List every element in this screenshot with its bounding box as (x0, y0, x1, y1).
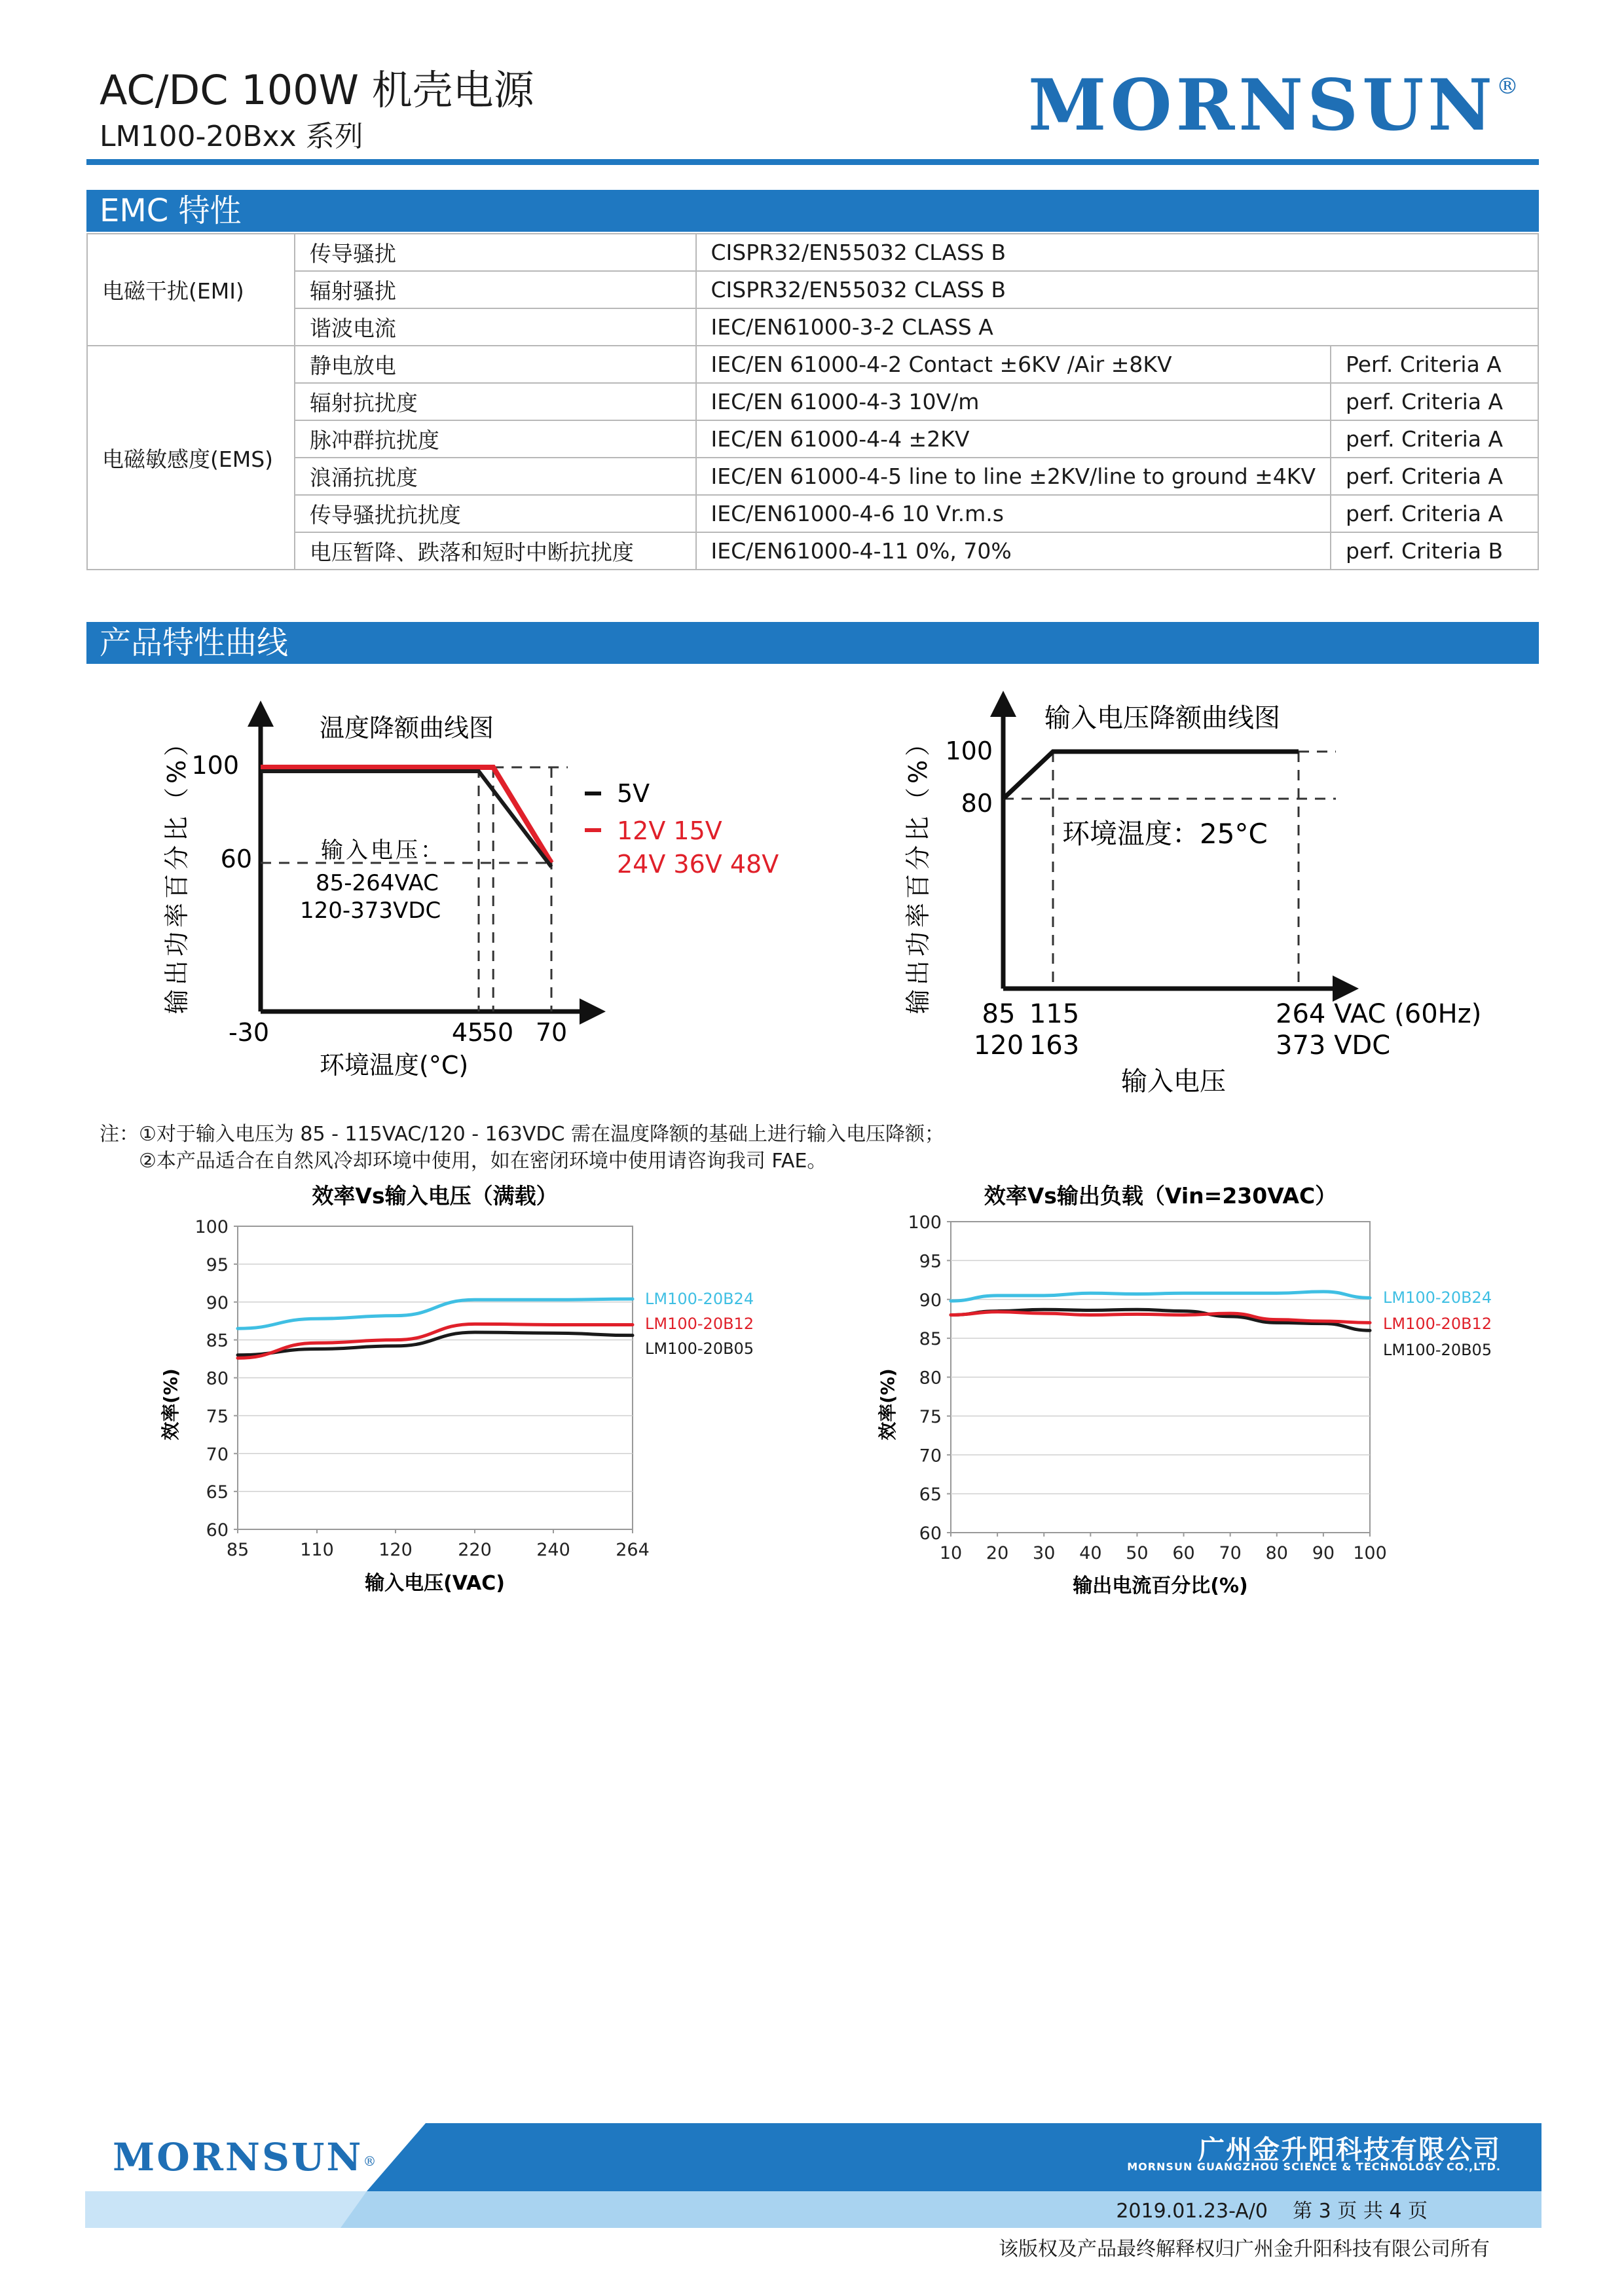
section-curves-title: 产品特性曲线 (86, 622, 1539, 664)
y-ticks (908, 1212, 951, 1544)
y-tick-label: 85 (919, 1329, 942, 1350)
legend-label: 5V (617, 779, 650, 808)
x-tick-label: 40 (1079, 1543, 1102, 1563)
x-tick-label: 163 (1029, 1030, 1080, 1061)
legend-label: LM100-20B05 (645, 1339, 754, 1358)
ems-item: 浪涌抗扰度 (295, 458, 696, 495)
footer-date: 2019.01.23-A/0 (1116, 2200, 1268, 2223)
legend-label: LM100-20B12 (1383, 1315, 1492, 1333)
y-tick-label: 100 (908, 1212, 942, 1233)
y-tick-label: 70 (919, 1446, 942, 1467)
efficiency-vs-load-chart (877, 1183, 1492, 1597)
ems-item: 静电放电 (295, 346, 696, 383)
y-tick-label: 90 (919, 1290, 942, 1311)
input-derating-chart (904, 691, 1481, 1097)
y-tick-label: 60 (919, 1523, 942, 1544)
ems-item: 传导骚扰抗扰度 (295, 495, 696, 532)
efficiency-vs-input-chart (160, 1183, 754, 1595)
ems-item: 脉冲群抗扰度 (295, 420, 696, 458)
ems-item: 电压暂降、跌落和短时中断抗扰度 (295, 532, 696, 570)
y-tick-label: 90 (206, 1292, 229, 1313)
section-emc-title: EMC 特性 (86, 190, 1539, 232)
y-axis-arrow-icon (990, 691, 1016, 717)
guide-lines (1003, 752, 1336, 989)
y-tick-label: 85 (206, 1330, 229, 1351)
y-tick-label: 75 (206, 1406, 229, 1427)
x-tick-label: 100 (1353, 1543, 1387, 1563)
annotation: 环境温度：25°C (1062, 818, 1268, 850)
x-tick-label: 50 (481, 1018, 514, 1047)
x-tick-label: 10 (939, 1543, 963, 1563)
y-tick-label: 95 (919, 1251, 942, 1272)
footer-registered-mark: ® (363, 2153, 378, 2169)
legend (645, 1290, 754, 1358)
y-axis-label: 效率(%) (160, 1368, 181, 1440)
x-axis-arrow-icon (1333, 975, 1359, 1002)
ems-criteria: perf. Criteria A (1331, 495, 1538, 532)
ems-criteria: perf. Criteria A (1331, 383, 1538, 420)
ems-standard: IEC/EN 61000-4-2 Contact ±6KV /Air ±8KV (696, 346, 1331, 383)
ems-item: 辐射抗扰度 (295, 383, 696, 420)
logo-text: MORNSUN (1028, 64, 1496, 147)
y-tick-label: 65 (919, 1484, 942, 1505)
footer-strip-accent (85, 2191, 367, 2228)
emi-item: 谐波电流 (295, 308, 696, 346)
x-tick-label: 240 (536, 1540, 570, 1560)
ems-criteria: perf. Criteria A (1331, 458, 1538, 495)
legend-label: 12V 15V (617, 816, 722, 845)
series-line (1003, 752, 1299, 799)
temp-derating-chart (162, 701, 779, 1080)
emi-item: 传导骚扰 (295, 234, 696, 271)
y-tick-label: 100 (945, 737, 993, 765)
y-axis-label: 输出功率百分比（%） (162, 727, 191, 1015)
series-lines (238, 1299, 633, 1358)
y-tick-label: 80 (919, 1368, 942, 1389)
series-lines (951, 1292, 1370, 1330)
series-lines (1003, 752, 1299, 799)
footer-copyright: 该版权及产品最终解释权归广州金升阳科技有限公司所有 (999, 2238, 1490, 2261)
footer-logo (113, 2123, 378, 2191)
legend-label: LM100-20B05 (1383, 1341, 1492, 1359)
legend-label: LM100-20B24 (645, 1290, 754, 1308)
x-tick-label: 30 (1033, 1543, 1056, 1563)
emi-standard: IEC/EN61000-3-2 CLASS A (696, 308, 1538, 346)
annotation-line: 85-264VAC (316, 870, 439, 896)
annotation-line: 120-373VDC (300, 898, 441, 924)
y-tick-label: 80 (206, 1368, 229, 1389)
x-tick-label: 90 (1312, 1543, 1335, 1563)
emi-standard: CISPR32/EN55032 CLASS B (696, 271, 1538, 308)
y-tick-label: 75 (919, 1406, 942, 1427)
series-line (951, 1312, 1370, 1323)
y-tick-label: 80 (961, 789, 993, 818)
x-tick-label: 70 (1219, 1543, 1242, 1563)
y-tick-label: 100 (191, 751, 239, 780)
x-tick-label: 264 (616, 1540, 650, 1560)
x-tick-label: 80 (1265, 1543, 1288, 1563)
legend-label: LM100-20B12 (645, 1315, 754, 1333)
x-tick-label: 373 VDC (1276, 1030, 1391, 1061)
x-tick-label: 220 (458, 1540, 492, 1560)
footer-logo-text: MORNSUN (113, 2135, 363, 2179)
emi-item: 辐射骚扰 (295, 271, 696, 308)
chart-title: 输入电压降额曲线图 (1044, 703, 1280, 733)
emi-standard: CISPR32/EN55032 CLASS B (696, 234, 1538, 271)
x-axis-label: 输出电流百分比(%) (1073, 1575, 1248, 1597)
annotation-line: 输入电压： (321, 837, 445, 864)
ems-group-cell: 电磁敏感度(EMS) (87, 346, 295, 570)
legend-label: LM100-20B24 (1383, 1288, 1492, 1307)
ems-standard: IEC/EN 61000-4-5 line to line ±2KV/line to ground ±4KV (696, 458, 1331, 495)
y-tick-label: 100 (194, 1217, 229, 1237)
y-ticks (194, 1217, 238, 1540)
x-tick-label: 60 (1172, 1543, 1195, 1563)
y-tick-label: 60 (220, 845, 252, 873)
y-tick-label: 70 (206, 1444, 229, 1465)
y-axis-label: 效率(%) (877, 1368, 898, 1440)
x-tick-label: -30 (228, 1018, 270, 1047)
legend-label: 24V 36V 48V (617, 850, 779, 879)
registered-mark: ® (1496, 73, 1522, 100)
document-title: AC/DC 100W 机壳电源 (100, 66, 534, 114)
chart-title: 效率Vs输入电压（满载） (312, 1183, 558, 1209)
x-axis-label: 环境温度(°C) (320, 1051, 469, 1080)
document-subtitle: LM100-20Bxx 系列 (100, 120, 363, 153)
x-tick-label: 110 (300, 1540, 334, 1560)
y-axis-arrow-icon (248, 701, 274, 727)
x-tick-label: 50 (1126, 1543, 1149, 1563)
footer-date-page (1116, 2195, 1428, 2223)
chart-title: 效率Vs输出负载（Vin=230VAC） (984, 1183, 1337, 1209)
x-tick-label: 115 (1029, 999, 1080, 1029)
emi-group-cell: 电磁干扰(EMI) (87, 234, 295, 346)
x-axis-label: 输入电压 (1121, 1066, 1226, 1097)
note-line-2: ②本产品适合在自然风冷却环境中使用，如在密闭环境中使用请咨询我司 FAE。 (139, 1150, 827, 1173)
ems-criteria: perf. Criteria B (1331, 532, 1538, 570)
x-tick-label: 264 VAC (60Hz) (1276, 999, 1482, 1029)
footer-page-number: 第 3 页 共 4 页 (1293, 2200, 1428, 2223)
legend (1383, 1288, 1492, 1359)
x-axis-label: 输入电压(VAC) (365, 1572, 505, 1595)
x-tick-label: 85 (226, 1540, 249, 1560)
x-tick-label: 45 (451, 1018, 484, 1047)
chart-title: 温度降额曲线图 (320, 714, 494, 742)
x-ticks (940, 1533, 1387, 1563)
ems-standard: IEC/EN61000-4-6 10 Vr.m.s (696, 495, 1331, 532)
y-axis-label: 输出功率百分比（%） (904, 727, 932, 1015)
x-ticks (227, 1529, 650, 1560)
ems-standard: IEC/EN 61000-4-3 10V/m (696, 383, 1331, 420)
y-tick-label: 95 (206, 1254, 229, 1275)
x-tick-label: 70 (535, 1018, 568, 1047)
x-tick-label: 20 (986, 1543, 1009, 1563)
note-line-1: 注：①对于输入电压为 85 - 115VAC/120 - 163VDC 需在温度降额的基础上进行输入电压降额； (100, 1123, 944, 1146)
footer-company-cn: 广州金升阳科技有限公司 (1198, 2135, 1501, 2165)
ems-criteria: perf. Criteria A (1331, 420, 1538, 458)
footer-company-en: MORNSUN GUANGZHOU SCIENCE & TECHNOLOGY CO.,LTD. (1127, 2160, 1501, 2173)
y-tick-label: 60 (206, 1520, 229, 1540)
ems-standard: IEC/EN 61000-4-4 ±2KV (696, 420, 1331, 458)
y-tick-label: 65 (206, 1482, 229, 1503)
series-line (238, 1324, 633, 1358)
x-axis-arrow-icon (580, 998, 606, 1025)
x-tick-label: 120 (973, 1030, 1024, 1061)
x-tick-label: 85 (982, 999, 1016, 1029)
ems-standard: IEC/EN61000-4-11 0%, 70% (696, 532, 1331, 570)
ems-criteria: Perf. Criteria A (1331, 346, 1538, 383)
x-tick-label: 120 (378, 1540, 413, 1560)
